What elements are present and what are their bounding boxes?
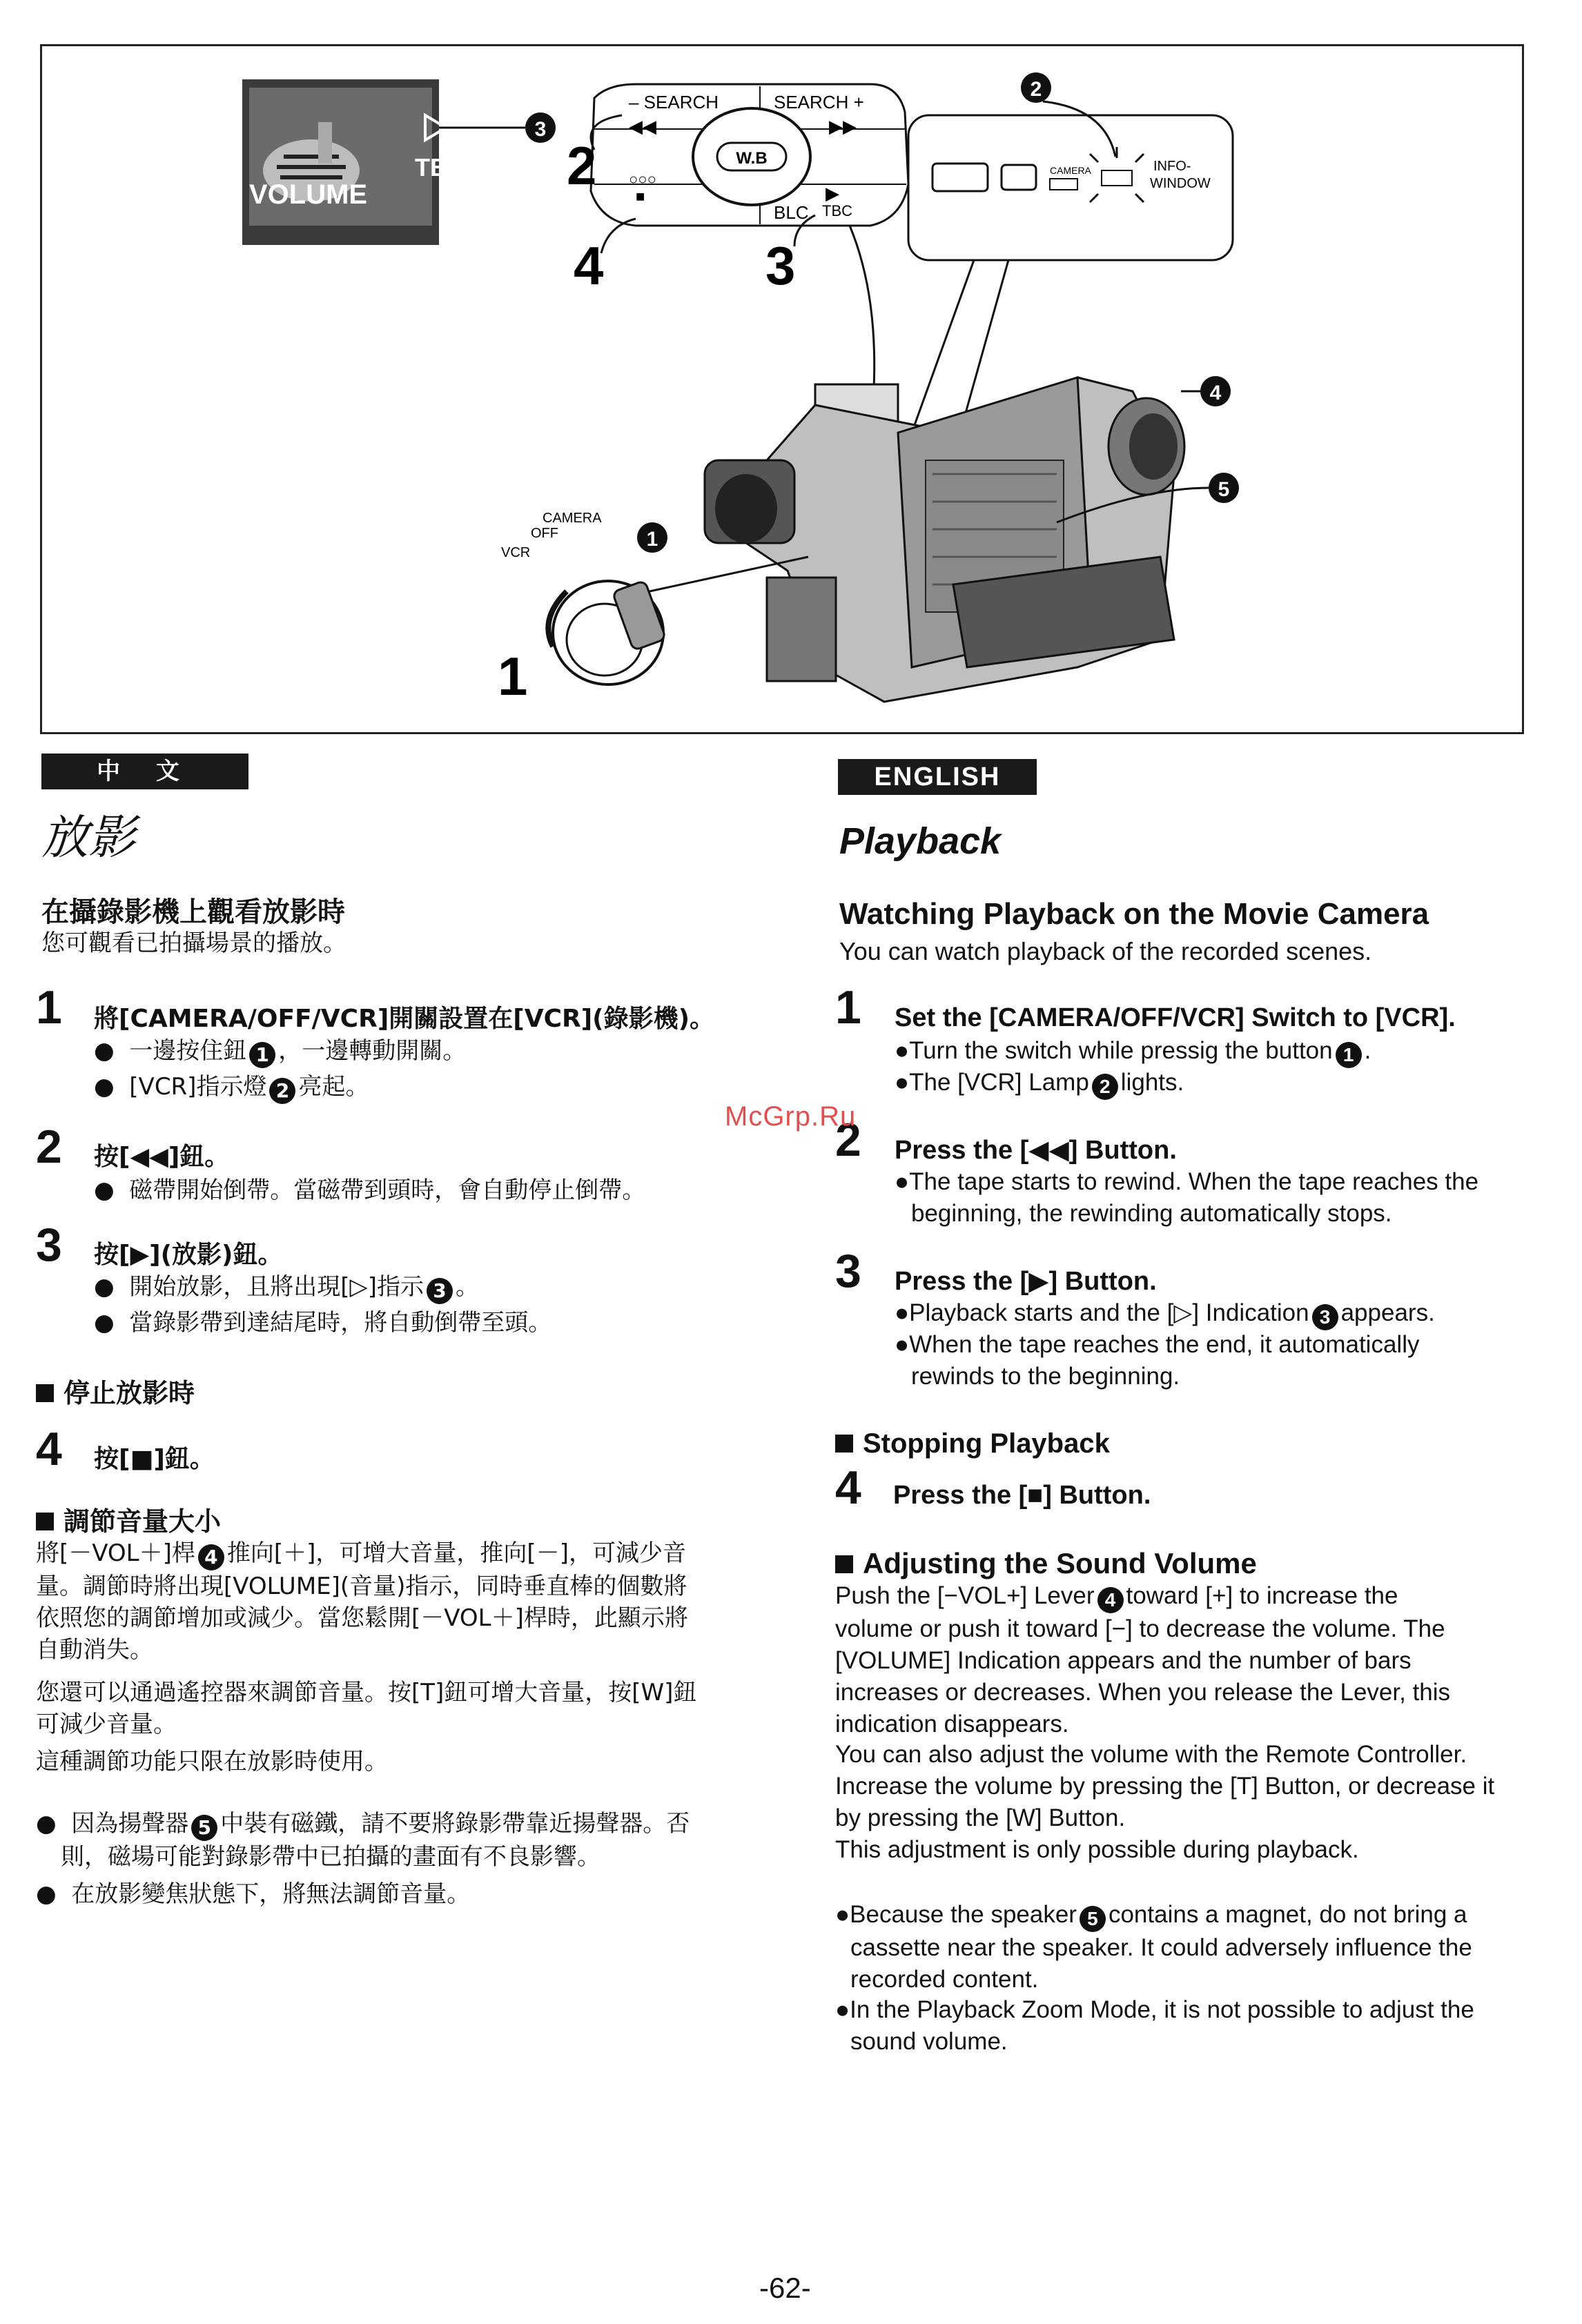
dial-off-label: OFF: [531, 526, 558, 541]
chinese-intro: 您可觀看已拍攝場景的播放。: [41, 929, 346, 957]
zh-step-4-number: 4: [36, 1423, 62, 1475]
svg-text:5: 5: [1218, 478, 1230, 501]
en-step-2-bullet-1: ●The tape starts to rewind. When the tape reaches the beginning, the rewinding automatically stops.: [895, 1168, 1479, 1227]
info-camera-label: CAMERA: [1050, 165, 1091, 176]
zh-step-1-number: 1: [36, 981, 62, 1034]
en-volume-paragraph-2: You can also adjust the volume with the Remote Controller. Increase the volume by pressing the [T] Button, or decrease it by pressing the [W] Button.: [835, 1741, 1495, 1831]
en-volume-paragraph-3: This adjustment is only possible during playback.: [835, 1836, 1359, 1863]
callout-2-icon: 2: [269, 1078, 295, 1104]
zh-note-2: ● 在放影變焦狀態下，將無法調節音量。: [36, 1880, 471, 1908]
chinese-title: 放影: [41, 811, 136, 865]
zh-volume-paragraph-1: 將[－VOL＋]桿 4 推向[＋]，可增大音量，推向[－]，可減少音 量。調節時將出現[VOLUME](音量)指示，同時垂直棒的個數將 依照您的調節增加或減少。當您鬆開[－VOL＋]桿時，此顯示將 自動消失。: [36, 1539, 688, 1664]
en-volume-paragraph-1: Push the [−VOL+] Lever 4 toward [+] to increase the volume or push it toward [−] to decrease the volume. The [VOLUME] Indication appears and the number of bars increases or decreases. When you release the Lever, this indication disappears.: [835, 1582, 1451, 1737]
camcorder-illustration: [42, 46, 1522, 732]
zh-volume-paragraph-2: 您還可以通過遙控器來調節音量。按[T]鈕可增大音量，按[W]鈕 可減少音量。: [36, 1679, 697, 1738]
callout-5-icon: 5: [1080, 1906, 1106, 1932]
chinese-language-bar: 中 文: [41, 754, 248, 789]
en-note-2: ●In the Playback Zoom Mode, it is not possible to adjust the sound volume.: [835, 1996, 1474, 2055]
zh-step-2-bullet-1: ● 磁帶開始倒帶。當磁帶到頭時，會自動停止倒帶。: [94, 1176, 646, 1204]
info-window-label-1: INFO-: [1153, 159, 1191, 174]
en-step-3-bullet-1: ●Playback starts and the [▷] Indication 3 appears.: [895, 1297, 1435, 1330]
callout-3-icon: 3: [427, 1278, 453, 1304]
stop-icon: ■: [636, 188, 645, 205]
callout-1-icon: 1: [249, 1042, 275, 1068]
fast-forward-icon: ▶▶: [829, 116, 857, 137]
en-step-1-text: Set the [CAMERA/OFF/VCR] Switch to [VCR].: [895, 1003, 1456, 1032]
info-window-panel: [908, 72, 1233, 260]
screen-volume-text: VOLUME: [249, 179, 368, 210]
en-step-3-text: Press the [▶] Button.: [895, 1267, 1157, 1296]
svg-text:○○○: ○○○: [629, 170, 656, 188]
english-title: Playback: [839, 820, 1002, 862]
square-bullet-icon: [835, 1435, 853, 1452]
zh-step-2-number: 2: [36, 1121, 62, 1173]
chinese-heading: 在攝錄影機上觀看放影時: [41, 896, 345, 928]
en-step-4-number: 4: [835, 1461, 861, 1514]
figure-label-1: 1: [498, 646, 528, 707]
zh-step-3-text: 按[▶](放影)鈕。: [94, 1241, 283, 1269]
camcorder-body: [705, 377, 1184, 702]
zh-step-3-number: 3: [36, 1219, 62, 1271]
en-step-1-bullet-1: ●Turn the switch while pressig the button 1 .: [895, 1035, 1371, 1068]
info-window-label-2: WINDOW: [1150, 176, 1211, 191]
en-note-1: ●Because the speaker 5 contains a magnet, do not bring a cassette near the speaker. It could adversely influence the recorded content.: [835, 1901, 1472, 1993]
en-step-1-number: 1: [835, 981, 861, 1034]
square-bullet-icon: [835, 1555, 853, 1573]
square-bullet-icon: [36, 1513, 54, 1530]
zh-step-1-bullet-2: ● [VCR]指示燈 2 亮起。: [94, 1071, 369, 1104]
en-step-2-text: Press the [◀◀] Button.: [895, 1136, 1177, 1165]
playback-button-panel: [591, 84, 908, 226]
blc-label: BLC: [774, 202, 809, 223]
dial-vcr-label: VCR: [501, 545, 531, 560]
svg-text:4: 4: [1209, 382, 1222, 404]
zh-step-3-bullet-2: ● 當錄影帶到達結尾時，將自動倒帶至頭。: [94, 1309, 552, 1337]
illustration-frame: [40, 44, 1524, 734]
vcr-lamp: [1102, 170, 1132, 186]
en-volume-heading: Adjusting the Sound Volume: [835, 1547, 1257, 1580]
zh-note-1: ● 因為揚聲器 5 中裝有磁鐵，請不要將錄影帶靠近揚聲器。否 則，磁場可能對錄影帶中已拍攝的畫面有不良影響。: [36, 1810, 690, 1871]
en-step-3-bullet-2: ●When the tape reaches the end, it automatically rewinds to the beginning.: [895, 1331, 1420, 1390]
callout-3-icon: 3: [1312, 1304, 1338, 1330]
play-icon: ▶: [826, 183, 839, 204]
figure-label-2: 2: [567, 135, 597, 196]
callout-4-icon: 4: [198, 1544, 224, 1570]
english-heading: Watching Playback on the Movie Camera: [839, 897, 1429, 931]
svg-text:2: 2: [1030, 78, 1042, 101]
page-number: -62-: [759, 2272, 811, 2304]
zh-stop-heading: 停止放影時: [36, 1372, 195, 1410]
zh-volume-heading: 調節音量大小: [36, 1500, 221, 1538]
playback-screen-thumbnail: [242, 79, 556, 245]
en-step-3-number: 3: [835, 1245, 861, 1297]
svg-text:W.B: W.B: [736, 149, 768, 168]
tbc-label: TBC: [822, 202, 852, 219]
callout-4-icon: 4: [1097, 1587, 1124, 1613]
figure-label-3: 3: [765, 235, 796, 296]
search-minus-label: – SEARCH: [629, 92, 719, 112]
zh-step-4-text: 按[■]鈕。: [94, 1445, 215, 1473]
callout-5-icon: 5: [191, 1815, 217, 1841]
english-intro: You can watch playback of the recorded scenes.: [839, 937, 1372, 965]
zh-step-2-text: 按[◀◀]鈕。: [94, 1143, 230, 1171]
en-step-1-bullet-2: ●The [VCR] Lamp 2 lights.: [895, 1067, 1184, 1100]
en-step-4-text: Press the [■] Button.: [893, 1481, 1151, 1510]
rewind-icon: ◀◀: [629, 116, 656, 137]
en-stop-heading: Stopping Playback: [835, 1428, 1110, 1459]
callout-2-icon: 2: [1092, 1074, 1118, 1100]
square-bullet-icon: [36, 1384, 54, 1402]
zh-step-1-bullet-1: ● 一邊按住鈕 1 ，一邊轉動開關。: [94, 1035, 466, 1068]
en-step-2-number: 2: [835, 1114, 861, 1166]
svg-text:1: 1: [646, 528, 658, 551]
zh-volume-paragraph-3: 這種調節功能只限在放影時使用。: [36, 1748, 388, 1775]
zh-step-3-bullet-1: ● 開始放影，且將出現[▷]指示 3 。: [94, 1271, 479, 1304]
english-language-bar: ENGLISH: [838, 759, 1037, 795]
figure-label-4: 4: [574, 235, 604, 296]
dial-camera-label: CAMERA: [543, 511, 602, 526]
screen-tbc-text: TBC: [415, 153, 466, 181]
callout-1-icon: 1: [1336, 1042, 1362, 1068]
search-plus-label: SEARCH +: [774, 92, 864, 112]
zh-step-1-text: 將[CAMERA/OFF/VCR]開關設置在[VCR](錄影機)。: [94, 1005, 715, 1033]
svg-text:3: 3: [534, 118, 547, 141]
watermark: McGrp.Ru: [725, 1101, 857, 1132]
